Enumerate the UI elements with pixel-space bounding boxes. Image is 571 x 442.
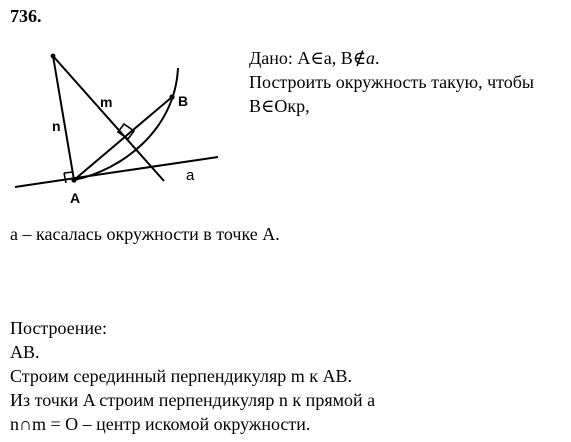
given-line-1-var: a bbox=[366, 48, 376, 68]
given-block bbox=[249, 46, 534, 118]
given-line-1-prefix: Дано: A∈a, B∉ bbox=[249, 48, 367, 68]
label-m: m bbox=[100, 94, 113, 110]
condition-line: a – касалась окружности в точке A. bbox=[10, 224, 280, 244]
point-top bbox=[51, 54, 56, 59]
point-b bbox=[169, 94, 174, 99]
construction-line: Из точки A строим перпендикуляр n к прямой a bbox=[10, 390, 376, 410]
given-line-3: B∈Окр, bbox=[249, 96, 310, 116]
given-line-1 bbox=[249, 46, 534, 70]
point-a bbox=[71, 177, 76, 182]
right-angle-mark-a bbox=[64, 173, 66, 183]
construction-block bbox=[10, 316, 375, 436]
given-line-2: Построить окружность такую, чтобы bbox=[249, 72, 535, 92]
construction-line: n∩m = O – центр искомой окружности. bbox=[10, 414, 311, 434]
label-n: n bbox=[52, 118, 61, 134]
right-angle-mark-a2 bbox=[64, 172, 73, 173]
segment-ab bbox=[74, 97, 172, 180]
given-line-1-suffix: . bbox=[375, 48, 380, 68]
circle-arc bbox=[74, 68, 178, 180]
label-b: B bbox=[178, 93, 189, 109]
problem-number: 736. bbox=[10, 6, 42, 26]
construction-line: Построение: bbox=[10, 318, 107, 338]
construction-line: AB. bbox=[10, 342, 40, 362]
construction-line: Строим серединный перпендикуляр m к AB. bbox=[10, 366, 352, 386]
label-a-point: A bbox=[70, 190, 81, 206]
label-a-line: a bbox=[186, 167, 195, 184]
